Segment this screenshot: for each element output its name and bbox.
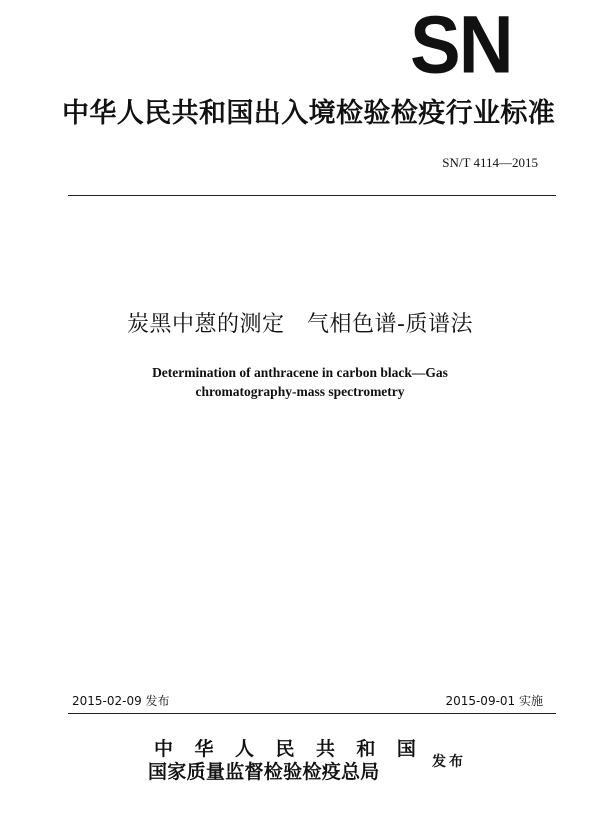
issuer-country-char: 和 — [356, 738, 376, 760]
issuer-block — [148, 738, 488, 794]
publish-label: 发布 — [432, 754, 466, 770]
issuer-country-char: 中 — [154, 738, 174, 760]
issuer-country-char: 人 — [234, 738, 254, 760]
issuer-agency: 国家质量监督检验检疫总局 — [148, 761, 380, 783]
document-title-english: Determination of anthracene in carbon black—Gas chromatography-mass spectrometry — [152, 365, 448, 399]
standard-category-title: 中华人民共和国出入境检验检疫行业标准 — [62, 98, 556, 129]
standard-number: SN/T 4114—2015 — [442, 155, 538, 170]
implementation-date: 2015-09-01 实施 — [445, 694, 543, 708]
issuer-country — [154, 738, 416, 760]
issue-date: 2015-02-09 发布 — [72, 694, 170, 708]
issuer-country-char: 国 — [396, 738, 416, 760]
issuer-country-char: 共 — [315, 738, 335, 760]
document-title-chinese: 炭黑中蒽的测定 气相色谱-质谱法 — [127, 312, 473, 337]
top-divider — [68, 195, 556, 196]
issuer-country-char: 华 — [194, 738, 214, 760]
sn-logo: SN — [410, 0, 512, 92]
issuer-country-char: 民 — [275, 738, 295, 760]
bottom-divider — [68, 713, 556, 714]
